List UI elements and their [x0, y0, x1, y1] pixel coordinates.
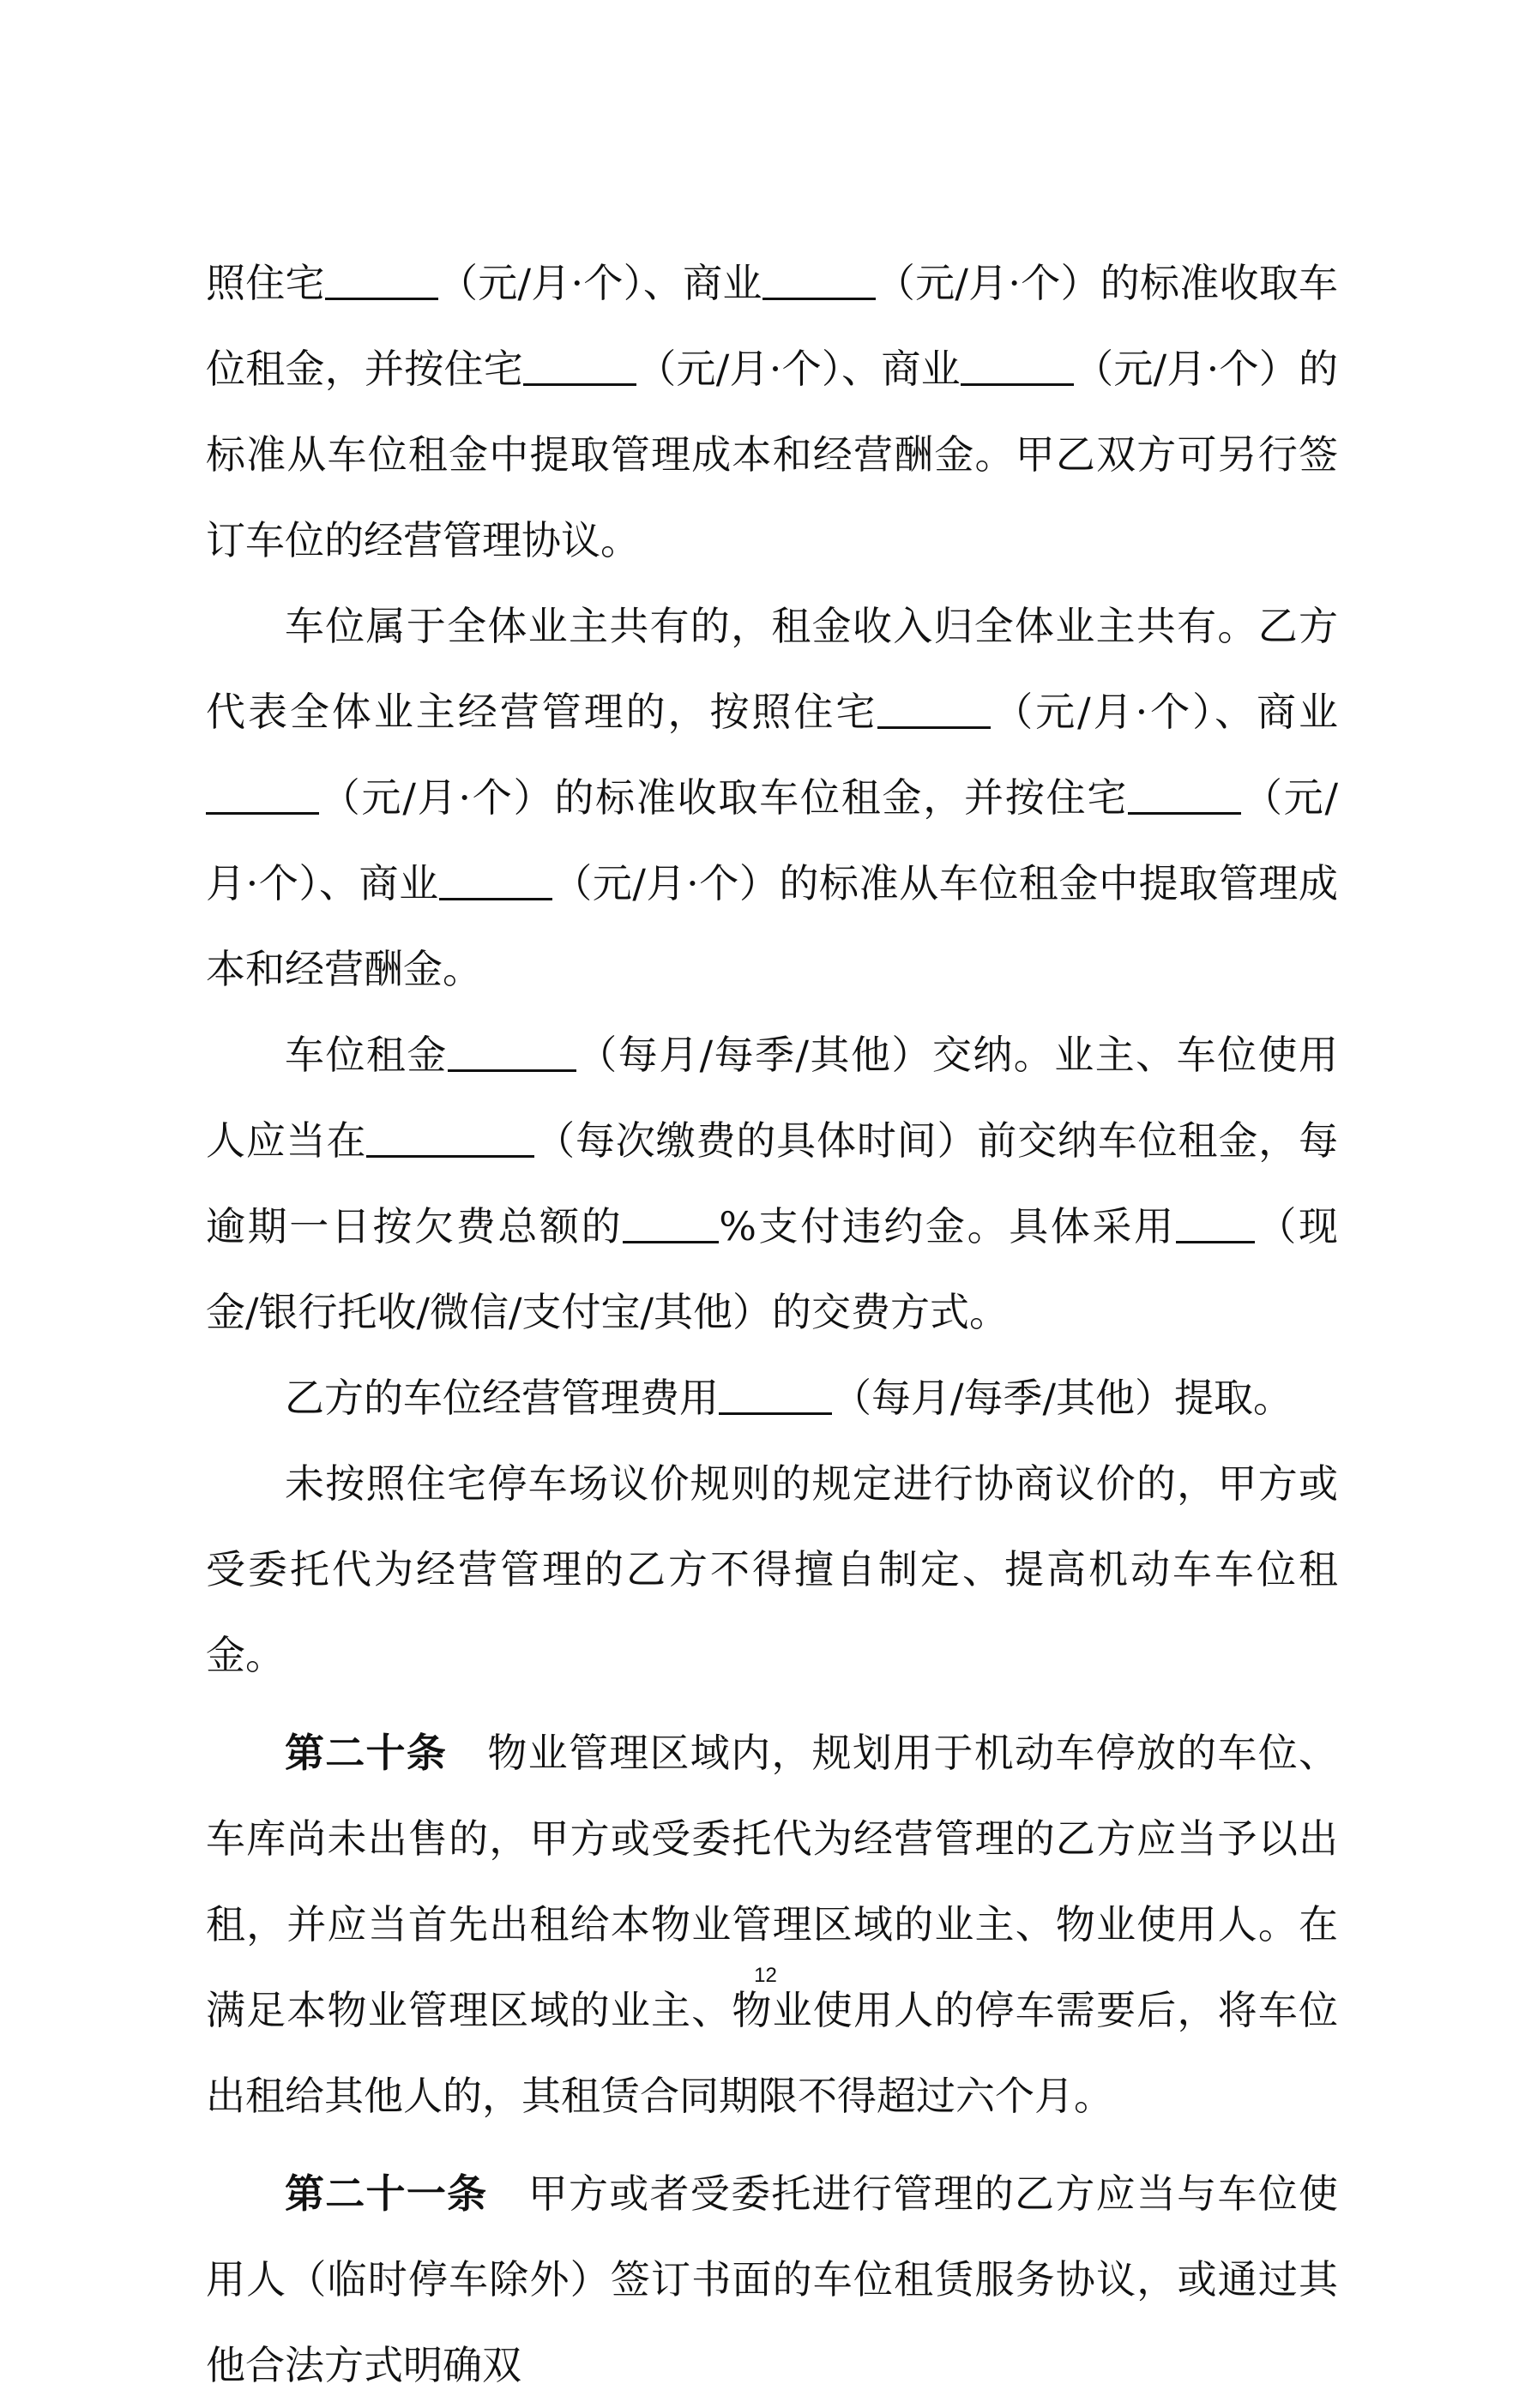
text-run: （现金/银行托收/微信/支付宝/其他）的交费方式。	[206, 1203, 1339, 1335]
article-21	[206, 2151, 1338, 2408]
text-run: 未按照住宅停车场议价规则的规定进行协商议价的，甲方或受委托代为经营管理的乙方不得擅自制定、提高机动车车位租金。	[206, 1460, 1338, 1678]
text-run: 车位属于全体业主共有的，租金收入归全体业主共有。乙方代表全体业主经营管理的，按照住宅	[206, 603, 1338, 735]
blank-line	[719, 1373, 832, 1415]
paragraph-2	[206, 583, 1338, 1012]
blank-line	[961, 344, 1074, 386]
article-text: 物业管理区域内，规划用于机动车停放的车位、车库尚未出售的，甲方或受委托代为经营管理的乙方应当予以出租，并应当首先出租给本物业管理区域的业主、物业使用人。在满足本物业管理区域的业主、物业使用人的停车需要后，将车位出租给其他人的，其租赁合同期限不得超过六个月。	[206, 1730, 1339, 2119]
blank-line	[623, 1201, 719, 1243]
text-run: %支付违约金。具体采用	[719, 1203, 1176, 1249]
article-20	[206, 1710, 1338, 2139]
blank-line	[877, 687, 991, 729]
blank-line	[523, 344, 636, 386]
paragraph-1	[206, 240, 1338, 583]
blank-line	[206, 773, 319, 815]
document-body	[206, 240, 1338, 2408]
blank-line	[366, 1116, 534, 1158]
text-run: （元/月·个）的标准从车位租金中提取管理成本和经营酬金。	[206, 860, 1338, 992]
text-run: （元/月·个）、商业	[206, 774, 1338, 906]
paragraph-3	[206, 1012, 1338, 1355]
text-run: 照住宅	[206, 260, 325, 306]
text-run: 车位租金	[285, 1032, 448, 1078]
blank-line	[325, 258, 438, 300]
text-run: （元/月·个）的标准收取车位租金，并按住宅	[206, 260, 1338, 392]
page-number: 12	[754, 1964, 777, 1987]
text-run: （每月/每季/其他）交纳。业主、车位使用人应当在	[206, 1032, 1339, 1164]
text-run: 乙方的车位经营管理费用	[285, 1375, 719, 1421]
text-run: （元/月·个）、商业	[991, 689, 1338, 735]
blank-line	[1176, 1201, 1255, 1243]
text-run: （每次缴费的具体时间）前交纳车位租金，每逾期一日按欠费总额的	[206, 1117, 1339, 1249]
article-heading: 第二十一条	[285, 2170, 488, 2217]
text-run: （元/月·个）的标准从车位租金中提取管理成本和经营酬金。甲乙双方可另行签订车位的经营管理协议。	[206, 346, 1338, 563]
text-run: （每月/每季/其他）提取。	[832, 1375, 1293, 1421]
blank-line	[448, 1030, 576, 1072]
paragraph-5	[206, 1441, 1338, 1698]
text-run: （元/月·个）的标准收取车位租金，并按住宅	[319, 774, 1129, 821]
blank-line	[439, 858, 552, 900]
paragraph-4	[206, 1355, 1338, 1441]
blank-line	[1128, 773, 1241, 815]
article-heading: 第二十条	[285, 1730, 448, 1776]
article-text: 甲方或者受委托进行管理的乙方应当与车位使用人（临时停车除外）签订书面的车位租赁服务协议，或通过其他合法方式明确双	[206, 2170, 1339, 2388]
text-run: （元/月·个）、商业	[636, 346, 961, 392]
blank-line	[762, 258, 876, 300]
text-run: （元/月·个）、商业	[437, 260, 762, 306]
